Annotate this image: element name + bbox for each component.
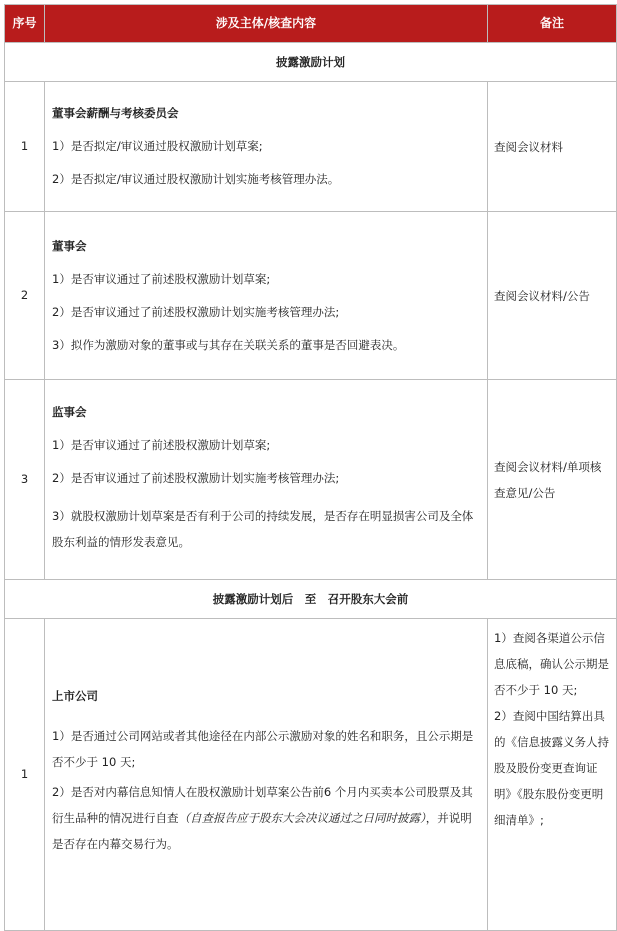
header-remark: 备注 [488, 5, 617, 43]
row-subject: 董事会薪酬与考核委员会 [52, 106, 179, 120]
row-item: 2）是否审议通过了前述股权激励计划实施考核管理办法; [52, 304, 340, 319]
row-item-text: ，并说明是否存在内幕交易行为。 [52, 811, 472, 851]
header-no: 序号 [5, 5, 45, 43]
remark-item: 1）查阅各渠道公示信息底稿，确认公示期是否不少于 10 天; [494, 631, 609, 697]
row-number: 2 [5, 212, 45, 380]
table-row [5, 212, 617, 380]
row-remark: 查阅会议材料/单项核查意见/公告 [488, 380, 617, 580]
section-title: 披露激励计划 [5, 43, 617, 82]
table-row [5, 82, 617, 212]
row-remark: 查阅会议材料 [488, 82, 617, 212]
row-item-text: 2）是否对内幕信息知情人在股权激励计划草案公告前6 个月内买卖本公司股票及其衍生品种的情况进行自查 [52, 785, 473, 825]
row-item: 1）是否审议通过了前述股权激励计划草案; [52, 438, 271, 452]
row-item-note: （自查报告应于股东大会决议通过之日同时披露） [178, 811, 426, 825]
row-item: 1）是否拟定/审议通过股权激励计划草案; [52, 139, 263, 153]
row-subject: 上市公司 [52, 689, 98, 703]
row-item: 2）是否拟定/审议通过股权激励计划实施考核管理办法。 [52, 172, 340, 186]
row-remark [488, 619, 617, 931]
row-subject: 董事会 [52, 238, 87, 253]
row-content [45, 212, 488, 380]
row-item: 3）就股权激励计划草案是否有利于公司的持续发展，是否存在明显损害公司及全体股东利益的情形发表意见。 [52, 509, 474, 549]
section-title: 披露激励计划后 至 召开股东大会前 [5, 580, 617, 619]
row-number: 1 [5, 82, 45, 212]
row-item [52, 779, 481, 857]
table-row [5, 619, 617, 931]
row-remark: 查阅会议材料/公告 [488, 212, 617, 380]
row-item: 1）是否审议通过了前述股权激励计划草案; [52, 271, 271, 286]
section-row [5, 580, 617, 619]
row-item: 2）是否审议通过了前述股权激励计划实施考核管理办法; [52, 471, 340, 485]
header-content: 涉及主体/核查内容 [45, 5, 488, 43]
row-number: 1 [5, 619, 45, 931]
row-item: 3）拟作为激励对象的董事或与其存在关联关系的董事是否回避表决。 [52, 337, 405, 352]
row-content [45, 82, 488, 212]
row-subject: 监事会 [52, 405, 87, 419]
section-row [5, 43, 617, 82]
table-row [5, 380, 617, 580]
row-content [45, 619, 488, 931]
row-content [45, 380, 488, 580]
header-row [5, 5, 617, 43]
remark-item: 2）查阅中国结算出具的《信息披露义务人持股及股份变更查询证明》《股东股份变更明细清单》; [494, 709, 609, 827]
row-item: 1）是否通过公司网站或者其他途径在内部公示激励对象的姓名和职务，且公示期是否不少于 10 天; [52, 729, 474, 769]
row-number: 3 [5, 380, 45, 580]
verification-table [4, 4, 617, 931]
